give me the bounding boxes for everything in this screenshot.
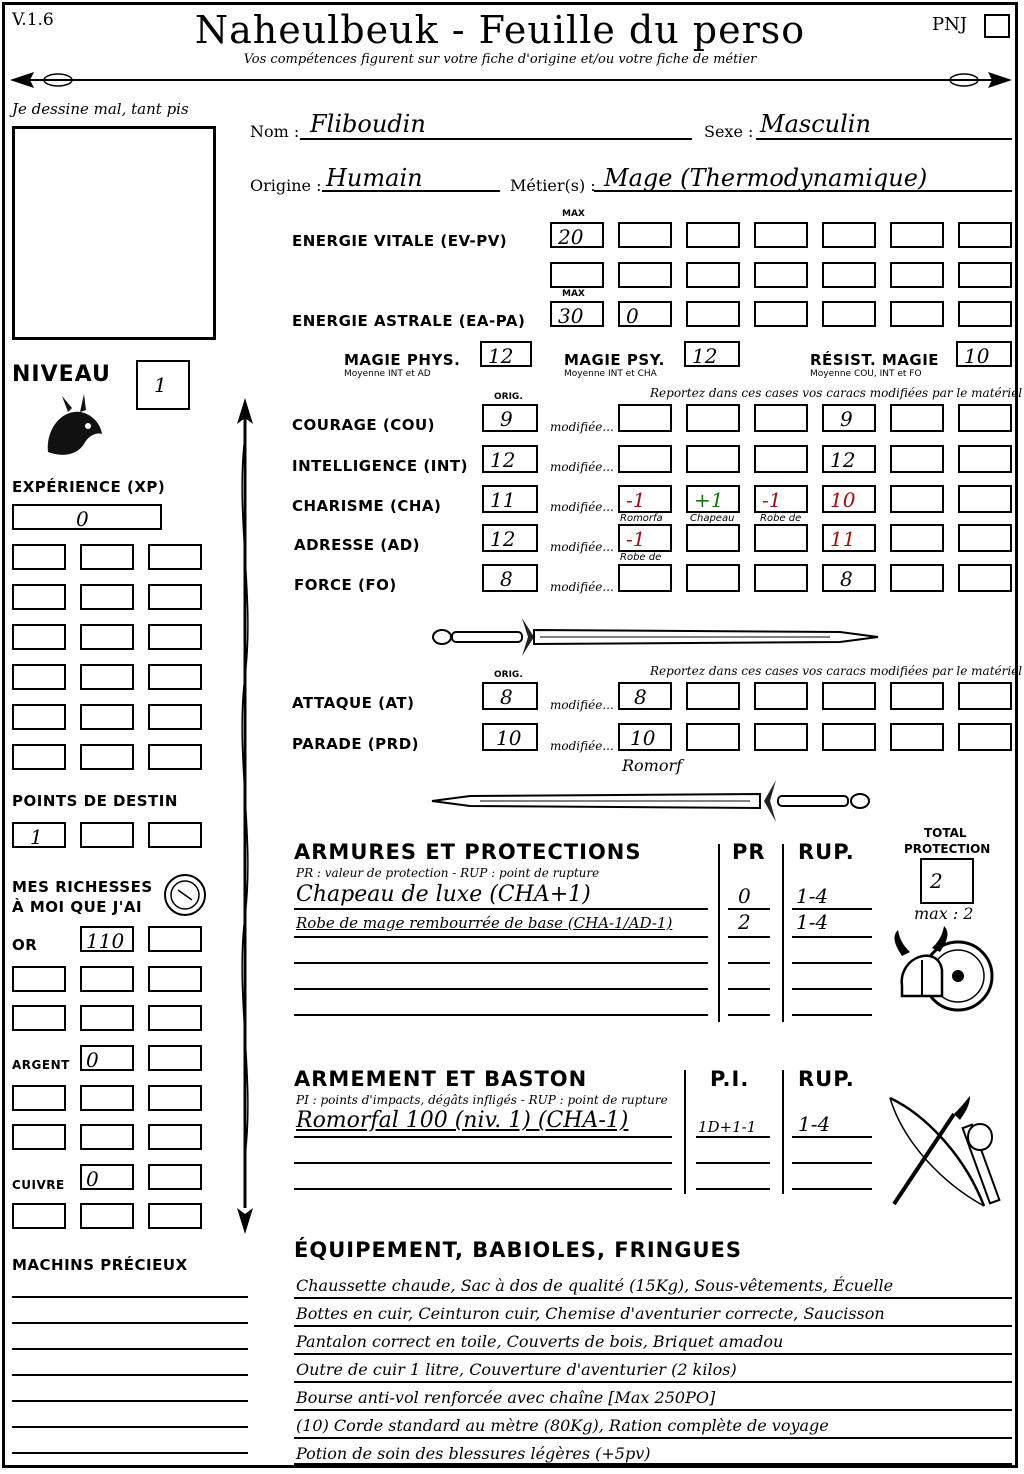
dragon-icon — [38, 392, 108, 464]
ad-mod-box[interactable] — [754, 524, 808, 552]
equipement-line — [294, 1409, 1012, 1411]
pr-header: PR — [732, 840, 766, 864]
cha-mod-box[interactable] — [754, 485, 808, 513]
ea-max-label: MAX — [562, 289, 585, 299]
ev-max-label: MAX — [562, 209, 585, 219]
prd-label: PARADE (PRD) — [292, 735, 420, 753]
int-mod-value: 12 — [830, 448, 856, 472]
ev-box[interactable] — [550, 262, 604, 288]
ev-box[interactable] — [822, 222, 876, 248]
or-value: 110 — [86, 929, 125, 953]
modif-label: modifiée... — [550, 540, 614, 554]
armure-line[interactable] — [728, 1014, 770, 1016]
int-label: INTELLIGENCE (INT) — [292, 457, 468, 475]
fo-mod-value: 8 — [840, 567, 853, 591]
ea-box[interactable] — [686, 301, 740, 327]
magie-phys-note: Moyenne INT et AD — [344, 369, 431, 379]
cha-orig-value: 11 — [490, 488, 516, 512]
armure-line — [294, 908, 708, 910]
cou-mod-box[interactable] — [958, 404, 1012, 432]
total-max: max : 2 — [914, 904, 974, 923]
armement-note: PI : points d'impacts, dégâts infligés - RUP : point de rupture — [296, 1093, 668, 1107]
ea-box[interactable] — [890, 301, 944, 327]
modif-label: modifiée... — [550, 739, 614, 753]
int-mod-box[interactable] — [958, 445, 1012, 473]
origine-label: Origine : — [250, 176, 322, 195]
armure-pr[interactable]: 2 — [738, 910, 751, 934]
or-box[interactable] — [148, 966, 202, 992]
int-mod-box[interactable] — [890, 445, 944, 473]
armure-rup[interactable]: 1-4 — [796, 910, 829, 934]
arme-pi[interactable]: 1D+1-1 — [698, 1118, 757, 1136]
sexe-label: Sexe : — [704, 122, 754, 141]
cha-label: CHARISME (CHA) — [292, 497, 442, 515]
armure-name[interactable]: Chapeau de luxe (CHA+1) — [296, 882, 591, 907]
armure-line[interactable] — [294, 988, 708, 990]
cha-note: Romorfa — [620, 513, 663, 524]
cha-mod-box[interactable] — [958, 485, 1012, 513]
ev-box[interactable] — [958, 262, 1012, 288]
equipement-line-text[interactable]: Pantalon correct en toile, Couverts de bois, Briquet amadou — [296, 1332, 784, 1351]
arme-name[interactable]: Romorfal 100 (niv. 1) (CHA-1) — [296, 1108, 629, 1133]
modif-label: modifiée... — [550, 580, 614, 594]
cha-mod-value: -1 — [626, 488, 646, 512]
resist-magie-note: Moyenne COU, INT et FO — [810, 369, 922, 379]
fo-mod-box[interactable] — [618, 564, 672, 592]
richesses-label: MES RICHESSES — [12, 878, 153, 896]
prd-mod-value: 10 — [630, 726, 656, 750]
resist-magie-box[interactable] — [956, 341, 1012, 367]
at-mod-box[interactable] — [754, 682, 808, 710]
total-label: TOTAL — [924, 826, 967, 840]
armure-line — [294, 936, 708, 938]
column-divider — [718, 844, 720, 1022]
xp-grid-box[interactable] — [148, 744, 202, 770]
or-label: OR — [12, 936, 38, 954]
argent-box[interactable] — [148, 1124, 202, 1150]
metier-label: Métier(s) : — [510, 176, 596, 195]
sword-icon — [430, 612, 880, 662]
fo-mod-box[interactable] — [754, 564, 808, 592]
at-orig-value: 8 — [500, 685, 513, 709]
armement-title: ARMEMENT ET BASTON — [294, 1067, 588, 1091]
argent-box[interactable] — [80, 1085, 134, 1111]
equipement-line — [294, 1325, 1012, 1327]
ev-max-value: 20 — [558, 225, 584, 249]
xp-grid-box[interactable] — [148, 664, 202, 690]
ad-mod-value: -1 — [626, 527, 646, 551]
cha-mod-box[interactable] — [822, 485, 876, 513]
ea-max-box[interactable] — [550, 301, 604, 327]
arme-line[interactable] — [294, 1188, 672, 1190]
armure-line — [728, 936, 770, 938]
pi-header: P.I. — [710, 1067, 750, 1091]
xp-grid-box[interactable] — [80, 704, 134, 730]
arme-line — [294, 1136, 672, 1138]
magie-psy-label: MAGIE PSY. — [564, 351, 665, 369]
cuivre-value: 0 — [86, 1167, 99, 1191]
metier-value[interactable]: Mage (Thermodynamique) — [604, 164, 928, 192]
sexe-value[interactable]: Masculin — [760, 110, 871, 138]
arme-line[interactable] — [696, 1188, 770, 1190]
or-box[interactable] — [148, 926, 202, 952]
int-orig-box[interactable] — [482, 445, 538, 473]
sheet-title: Naheulbeuk - Feuille du perso — [194, 8, 806, 52]
fo-mod-box[interactable] — [958, 564, 1012, 592]
column-divider — [782, 1070, 784, 1194]
destin-box[interactable] — [148, 822, 202, 848]
pnj-checkbox[interactable] — [984, 14, 1010, 38]
modif-label: modifiée... — [550, 420, 614, 434]
at-mod-box[interactable] — [686, 682, 740, 710]
portrait-caption: Je dessine mal, tant pis — [12, 100, 189, 118]
orig-label: ORIG. — [494, 392, 523, 402]
fo-mod-box[interactable] — [822, 564, 876, 592]
fo-orig-value: 8 — [500, 567, 513, 591]
precieux-line[interactable] — [12, 1348, 248, 1350]
rup-header: RUP. — [798, 840, 855, 864]
prd-note: Romorf — [622, 756, 683, 775]
total-label-2: PROTECTION — [904, 842, 991, 856]
argent-box[interactable] — [12, 1124, 66, 1150]
prd-mod-box[interactable] — [686, 723, 740, 751]
ad-mod-box[interactable] — [822, 524, 876, 552]
xp-value: 0 — [76, 507, 89, 531]
xp-grid-box[interactable] — [12, 704, 66, 730]
ad-mod-box[interactable] — [890, 524, 944, 552]
at-label: ATTAQUE (AT) — [292, 694, 415, 712]
or-box[interactable] — [12, 966, 66, 992]
vertical-spear-icon — [230, 396, 260, 1236]
magie-phys-label: MAGIE PHYS. — [344, 351, 461, 369]
nom-line — [300, 138, 692, 140]
destin-box[interactable] — [80, 822, 134, 848]
xp-grid-box[interactable] — [80, 744, 134, 770]
armures-title: ARMURES ET PROTECTIONS — [294, 840, 642, 864]
cuivre-box[interactable] — [148, 1164, 202, 1190]
equipement-line — [294, 1353, 1012, 1355]
precieux-line[interactable] — [12, 1322, 248, 1324]
at-mod-box[interactable] — [822, 682, 876, 710]
or-box[interactable] — [80, 1005, 134, 1031]
ea-box[interactable] — [958, 301, 1012, 327]
or-box[interactable] — [148, 1005, 202, 1031]
at-mod-value: 8 — [634, 685, 647, 709]
cha-mod-value: 10 — [830, 488, 856, 512]
at-mod-box[interactable] — [618, 682, 672, 710]
or-box[interactable] — [80, 966, 134, 992]
cuivre-box[interactable] — [148, 1203, 202, 1229]
ad-label: ADRESSE (AD) — [294, 536, 421, 554]
armure-line[interactable] — [792, 962, 872, 964]
richesses-label-2: À MOI QUE J'AI — [12, 898, 143, 916]
xp-grid-box[interactable] — [12, 664, 66, 690]
armure-pr[interactable]: 0 — [738, 884, 751, 908]
ev-label: ENERGIE VITALE (EV-PV) — [292, 232, 508, 250]
ev-box[interactable] — [754, 222, 808, 248]
arme-line — [696, 1136, 770, 1138]
int-mod-box[interactable] — [822, 445, 876, 473]
nom-value[interactable]: Fliboudin — [310, 110, 426, 138]
pnj-label: PNJ — [932, 14, 968, 35]
cou-mod-value: 9 — [840, 407, 853, 431]
prd-orig-box[interactable] — [482, 723, 538, 751]
cha-mod-value: +1 — [694, 488, 724, 512]
argent-box[interactable] — [80, 1124, 134, 1150]
niveau-value: 1 — [154, 373, 167, 397]
cuivre-label: CUIVRE — [12, 1178, 65, 1192]
weapons-icon — [884, 1094, 1004, 1214]
arme-line[interactable] — [294, 1162, 672, 1164]
report-note: Reportez dans ces cases vos caracs modifiées par le matériel — [650, 664, 1023, 678]
armure-line[interactable] — [294, 962, 708, 964]
xp-grid-box[interactable] — [148, 544, 202, 570]
equipement-line-text[interactable]: (10) Corde standard au mètre (80Kg), Ration complète de voyage — [296, 1416, 829, 1435]
cuivre-box[interactable] — [80, 1203, 134, 1229]
sexe-line — [756, 138, 1012, 140]
ad-mod-box[interactable] — [686, 524, 740, 552]
cou-mod-box[interactable] — [686, 404, 740, 432]
ev-max-box[interactable] — [550, 222, 604, 248]
rup-header: RUP. — [798, 1067, 855, 1091]
total-protection-box[interactable] — [920, 858, 974, 904]
resist-magie-label: RÉSIST. MAGIE — [810, 351, 940, 369]
xp-grid-box[interactable] — [80, 664, 134, 690]
ev-box[interactable] — [890, 262, 944, 288]
destin-label: POINTS DE DESTIN — [12, 792, 178, 810]
xp-grid-box[interactable] — [80, 584, 134, 610]
ea-box[interactable] — [618, 301, 672, 327]
cha-mod-box[interactable] — [686, 485, 740, 513]
equipement-title: ÉQUIPEMENT, BABIOLES, FRINGUES — [294, 1238, 742, 1262]
niveau-box[interactable] — [136, 360, 190, 410]
report-note: Reportez dans ces cases vos caracs modifiées par le matériel — [650, 386, 1023, 400]
equipement-line-text[interactable]: Bourse anti-vol renforcée avec chaîne [Max 250PO] — [296, 1388, 716, 1407]
cou-orig-value: 9 — [500, 407, 513, 431]
equipement-line-text[interactable]: Outre de cuir 1 litre, Couverture d'aventurier (2 kilos) — [296, 1360, 737, 1379]
helmet-shield-icon — [888, 926, 998, 1026]
armure-line[interactable] — [294, 1014, 708, 1016]
cou-label: COURAGE (COU) — [292, 416, 436, 434]
precieux-line[interactable] — [12, 1400, 248, 1402]
argent-box[interactable] — [148, 1045, 202, 1071]
or-box[interactable] — [12, 1005, 66, 1031]
ev-box[interactable] — [754, 262, 808, 288]
cha-mod-value: -1 — [762, 488, 782, 512]
or-box[interactable] — [80, 926, 134, 952]
portrait-box[interactable] — [12, 126, 216, 340]
cou-mod-box[interactable] — [754, 404, 808, 432]
arme-line[interactable] — [792, 1188, 872, 1190]
ea-box[interactable] — [754, 301, 808, 327]
cha-note: Robe de — [760, 513, 802, 524]
sword-icon — [430, 776, 880, 826]
armures-note: PR : valeur de protection - RUP : point de rupture — [296, 866, 600, 880]
argent-box[interactable] — [148, 1085, 202, 1111]
arme-line[interactable] — [696, 1162, 770, 1164]
equipement-line-text[interactable]: Chaussette chaude, Sac à dos de qualité (15Kg), Sous-vêtements, Écuelle — [296, 1276, 894, 1295]
orig-label: ORIG. — [494, 670, 523, 680]
ad-mod-box[interactable] — [958, 524, 1012, 552]
prd-mod-box[interactable] — [754, 723, 808, 751]
ev-box[interactable] — [822, 262, 876, 288]
xp-grid-box[interactable] — [148, 624, 202, 650]
fo-mod-box[interactable] — [890, 564, 944, 592]
ad-mod-box[interactable] — [618, 524, 672, 552]
armure-line[interactable] — [728, 962, 770, 964]
fo-mod-box[interactable] — [686, 564, 740, 592]
int-mod-box[interactable] — [754, 445, 808, 473]
prd-mod-box[interactable] — [958, 723, 1012, 751]
prd-mod-box[interactable] — [618, 723, 672, 751]
at-mod-box[interactable] — [890, 682, 944, 710]
argent-value: 0 — [86, 1048, 99, 1072]
niveau-label: NIVEAU — [12, 362, 111, 387]
cou-orig-box[interactable] — [482, 404, 538, 432]
cha-mod-box[interactable] — [890, 485, 944, 513]
armure-line[interactable] — [728, 988, 770, 990]
at-orig-box[interactable] — [482, 682, 538, 710]
ad-mod-value: 11 — [830, 527, 856, 551]
xp-grid-box[interactable] — [80, 544, 134, 570]
ev-box[interactable] — [686, 222, 740, 248]
arme-line[interactable] — [792, 1162, 872, 1164]
ev-box[interactable] — [618, 222, 672, 248]
total-protection-value: 2 — [930, 869, 943, 893]
fo-orig-box[interactable] — [482, 564, 538, 592]
fo-label: FORCE (FO) — [294, 576, 397, 594]
ea-max-value: 30 — [558, 304, 584, 328]
cuivre-box[interactable] — [80, 1164, 134, 1190]
destin-box[interactable] — [12, 822, 66, 848]
precieux-line[interactable] — [12, 1374, 248, 1376]
ea-label: ENERGIE ASTRALE (EA-PA) — [292, 312, 526, 330]
xp-grid-box[interactable] — [12, 584, 66, 610]
equipement-line — [294, 1297, 1012, 1299]
ev-box[interactable] — [686, 262, 740, 288]
equipement-line-text[interactable]: Bottes en cuir, Ceinturon cuir, Chemise d'aventurier correcte, Saucisson — [296, 1304, 885, 1323]
ev-box[interactable] — [958, 222, 1012, 248]
equipement-line — [294, 1463, 1012, 1465]
precieux-line[interactable] — [12, 1452, 248, 1454]
resist-magie-value: 10 — [964, 344, 990, 368]
armure-rup[interactable]: 1-4 — [796, 884, 829, 908]
equipement-line — [294, 1381, 1012, 1383]
modif-label: modifiée... — [550, 500, 614, 514]
ev-box[interactable] — [890, 222, 944, 248]
arme-line — [792, 1136, 872, 1138]
ad-orig-box[interactable] — [482, 524, 538, 552]
precieux-label: MACHINS PRÉCIEUX — [12, 1256, 188, 1274]
xp-grid-box[interactable] — [148, 704, 202, 730]
ad-note: Robe de — [620, 552, 662, 563]
ad-orig-value: 12 — [490, 527, 516, 551]
prd-mod-box[interactable] — [890, 723, 944, 751]
column-divider — [684, 1070, 686, 1194]
sheet-subtitle: Vos compétences figurent sur votre fiche d'origine et/ou votre fiche de métier — [243, 52, 757, 67]
coin-icon — [162, 872, 208, 918]
int-mod-box[interactable] — [618, 445, 672, 473]
at-mod-box[interactable] — [958, 682, 1012, 710]
xp-box[interactable] — [12, 504, 162, 530]
modif-label: modifiée... — [550, 698, 614, 712]
argent-label: ARGENT — [12, 1058, 70, 1072]
xp-label: EXPÉRIENCE (XP) — [12, 478, 166, 496]
magie-psy-note: Moyenne INT et CHA — [564, 369, 657, 379]
cha-note: Chapeau — [690, 513, 735, 524]
xp-grid-box[interactable] — [12, 624, 66, 650]
cha-orig-box[interactable] — [482, 485, 538, 513]
prd-mod-box[interactable] — [822, 723, 876, 751]
cuivre-box[interactable] — [12, 1203, 66, 1229]
equipement-line-text[interactable]: Potion de soin des blessures légères (+5pv) — [296, 1444, 651, 1463]
prd-orig-value: 10 — [496, 726, 522, 750]
xp-grid-box[interactable] — [80, 624, 134, 650]
int-orig-value: 12 — [490, 448, 516, 472]
version-label: V.1.6 — [12, 10, 54, 30]
column-divider — [782, 844, 784, 1022]
precieux-line[interactable] — [12, 1426, 248, 1428]
argent-box[interactable] — [80, 1045, 134, 1071]
armure-line[interactable] — [792, 1014, 872, 1016]
nom-label: Nom : — [250, 122, 300, 141]
ea-box[interactable] — [822, 301, 876, 327]
origine-value[interactable]: Humain — [326, 164, 423, 192]
ev-box[interactable] — [618, 262, 672, 288]
int-mod-box[interactable] — [686, 445, 740, 473]
xp-grid-box[interactable] — [12, 744, 66, 770]
arme-rup[interactable]: 1-4 — [798, 1112, 831, 1136]
modif-label: modifiée... — [550, 460, 614, 474]
cou-mod-box[interactable] — [618, 404, 672, 432]
magie-phys-box[interactable] — [480, 341, 532, 367]
xp-grid-box[interactable] — [148, 584, 202, 610]
spear-divider-icon — [8, 66, 1014, 96]
magie-phys-value: 12 — [488, 344, 514, 368]
magie-psy-box[interactable] — [684, 341, 740, 367]
cou-mod-box[interactable] — [822, 404, 876, 432]
armure-line[interactable] — [792, 988, 872, 990]
equipement-line — [294, 1437, 1012, 1439]
cha-mod-box[interactable] — [618, 485, 672, 513]
armure-line — [792, 936, 872, 938]
cou-mod-box[interactable] — [890, 404, 944, 432]
argent-box[interactable] — [12, 1085, 66, 1111]
xp-grid-box[interactable] — [12, 544, 66, 570]
magie-psy-value: 12 — [692, 344, 718, 368]
armure-name[interactable]: Robe de mage rembourrée de base (CHA-1/AD-1) — [296, 914, 673, 932]
precieux-line[interactable] — [12, 1296, 248, 1298]
destin-value: 1 — [30, 825, 43, 849]
ea-current-value: 0 — [626, 304, 639, 328]
